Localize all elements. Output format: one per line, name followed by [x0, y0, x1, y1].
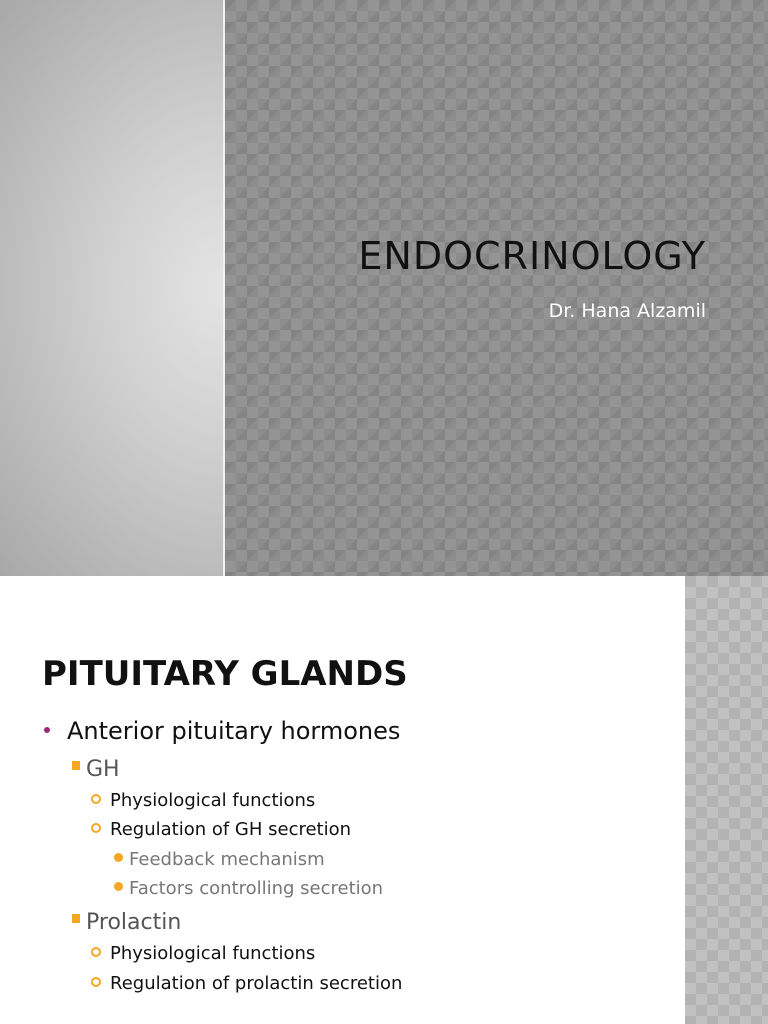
content-slide-title: PITUITARY GLANDS — [42, 654, 408, 694]
bullet-level3 — [91, 943, 315, 964]
bullet-level3 — [91, 819, 351, 840]
bullet-text: GH — [86, 757, 120, 782]
bullet-text: Regulation of GH secretion — [110, 819, 352, 840]
bullet-level4 — [114, 878, 383, 899]
title-slide-patterned-panel — [225, 0, 768, 576]
bullet-level4 — [114, 849, 325, 870]
bullet-dot-icon — [114, 853, 123, 862]
bullet-level3 — [91, 973, 402, 994]
bullet-dot-icon — [114, 882, 123, 891]
bullet-level2 — [72, 910, 181, 935]
bullet-ring-icon — [91, 794, 101, 804]
bullet-dot-icon — [44, 727, 50, 733]
slide-title: ENDOCRINOLOGY — [358, 234, 706, 278]
bullet-square-icon — [72, 761, 80, 770]
bullet-text: Physiological functions — [110, 943, 316, 964]
bullet-text: Prolactin — [86, 910, 182, 935]
bullet-text: Anterior pituitary hormones — [67, 717, 401, 745]
bullet-ring-icon — [91, 823, 101, 833]
content-slide-patterned-strip — [685, 576, 768, 1024]
bullet-level3 — [91, 790, 315, 811]
bullet-level1 — [44, 717, 400, 745]
bullet-text: Physiological functions — [110, 790, 316, 811]
bullet-text: Feedback mechanism — [129, 849, 325, 870]
bullet-list — [0, 576, 680, 1024]
content-slide — [0, 576, 768, 1024]
bullet-text: Factors controlling secretion — [129, 878, 384, 899]
title-slide-left-panel — [0, 0, 223, 576]
bullet-text: Regulation of prolactin secretion — [110, 973, 403, 994]
bullet-ring-icon — [91, 977, 101, 987]
bullet-level2 — [72, 757, 120, 782]
bullet-ring-icon — [91, 947, 101, 957]
slide-subtitle: Dr. Hana Alzamil — [548, 300, 706, 322]
bullet-square-icon — [72, 914, 80, 923]
